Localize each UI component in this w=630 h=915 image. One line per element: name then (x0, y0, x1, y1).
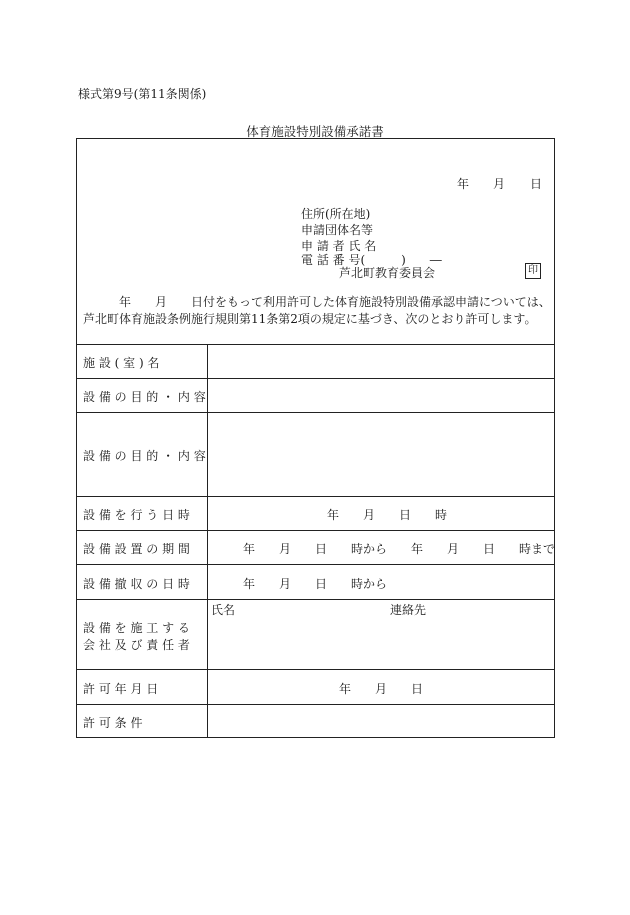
contractor-name-label: 氏名 (211, 603, 236, 617)
issuer-name: 芦北町教育委員会 (339, 266, 436, 280)
document-title: 体育施設特別設備承諾書 (246, 124, 384, 139)
row-divider (77, 599, 554, 600)
permit-date-value: 年 月 日 (339, 682, 424, 696)
row-divider (77, 704, 554, 705)
row-label-removal-datetime: 設 備 撤 収 の 日 時 (83, 577, 190, 591)
install-datetime-value: 年 月 日 時 (327, 508, 448, 522)
install-period-value: 年 月 日 時から 年 月 日 時まで (243, 542, 556, 556)
address-label: 住所(所在地) (301, 207, 371, 221)
date-month: 月 (493, 177, 506, 191)
row-divider (77, 378, 554, 379)
form-table (76, 138, 555, 738)
row-label-install-datetime: 設 備 を 行 う 日 時 (83, 508, 190, 522)
org-label: 申請団体名等 (301, 223, 374, 237)
row-divider (77, 564, 554, 565)
row-label-facility: 施 設 ( 室 ) 名 (83, 356, 160, 370)
row-divider (77, 496, 554, 497)
row-divider (77, 412, 554, 413)
applicant-name-label: 申 請 者 氏 名 (301, 239, 377, 253)
row-divider (77, 530, 554, 531)
form-number: 様式第9号(第11条関係) (78, 87, 207, 101)
row-divider (77, 344, 554, 345)
date-year: 年 (457, 177, 470, 191)
row-divider (77, 669, 554, 670)
row-label-install-period: 設 備 設 置 の 期 間 (83, 542, 190, 556)
row-label-purpose-2: 設 備 の 目 的 ・ 内 容 (83, 449, 206, 463)
row-label-contractor: 設 備 を 施 工 す る (83, 621, 190, 635)
row-label-permit-date: 許 可 年 月 日 (83, 682, 159, 696)
removal-datetime-value: 年 月 日 時から (243, 577, 388, 591)
contractor-contact-label: 連絡先 (390, 603, 427, 617)
column-divider (207, 344, 208, 738)
body-paragraph: 年 月 日付をもって利用許可した体育施設特別設備承認申請については、芦北町体育施設条例施行規則第11条第2項の規定に基づき、次のとおり許可します。 (83, 295, 551, 326)
date-day: 日 (530, 177, 543, 191)
seal-mark: 印 (525, 263, 541, 279)
phone-label: 電 話 番 号( ) ― (301, 253, 442, 267)
row-label-purpose: 設 備 の 目 的 ・ 内 容 (83, 390, 206, 404)
row-label-contractor-2: 会 社 及 び 責 任 者 (83, 638, 190, 652)
row-label-permit-conditions: 許 可 条 件 (83, 716, 143, 730)
